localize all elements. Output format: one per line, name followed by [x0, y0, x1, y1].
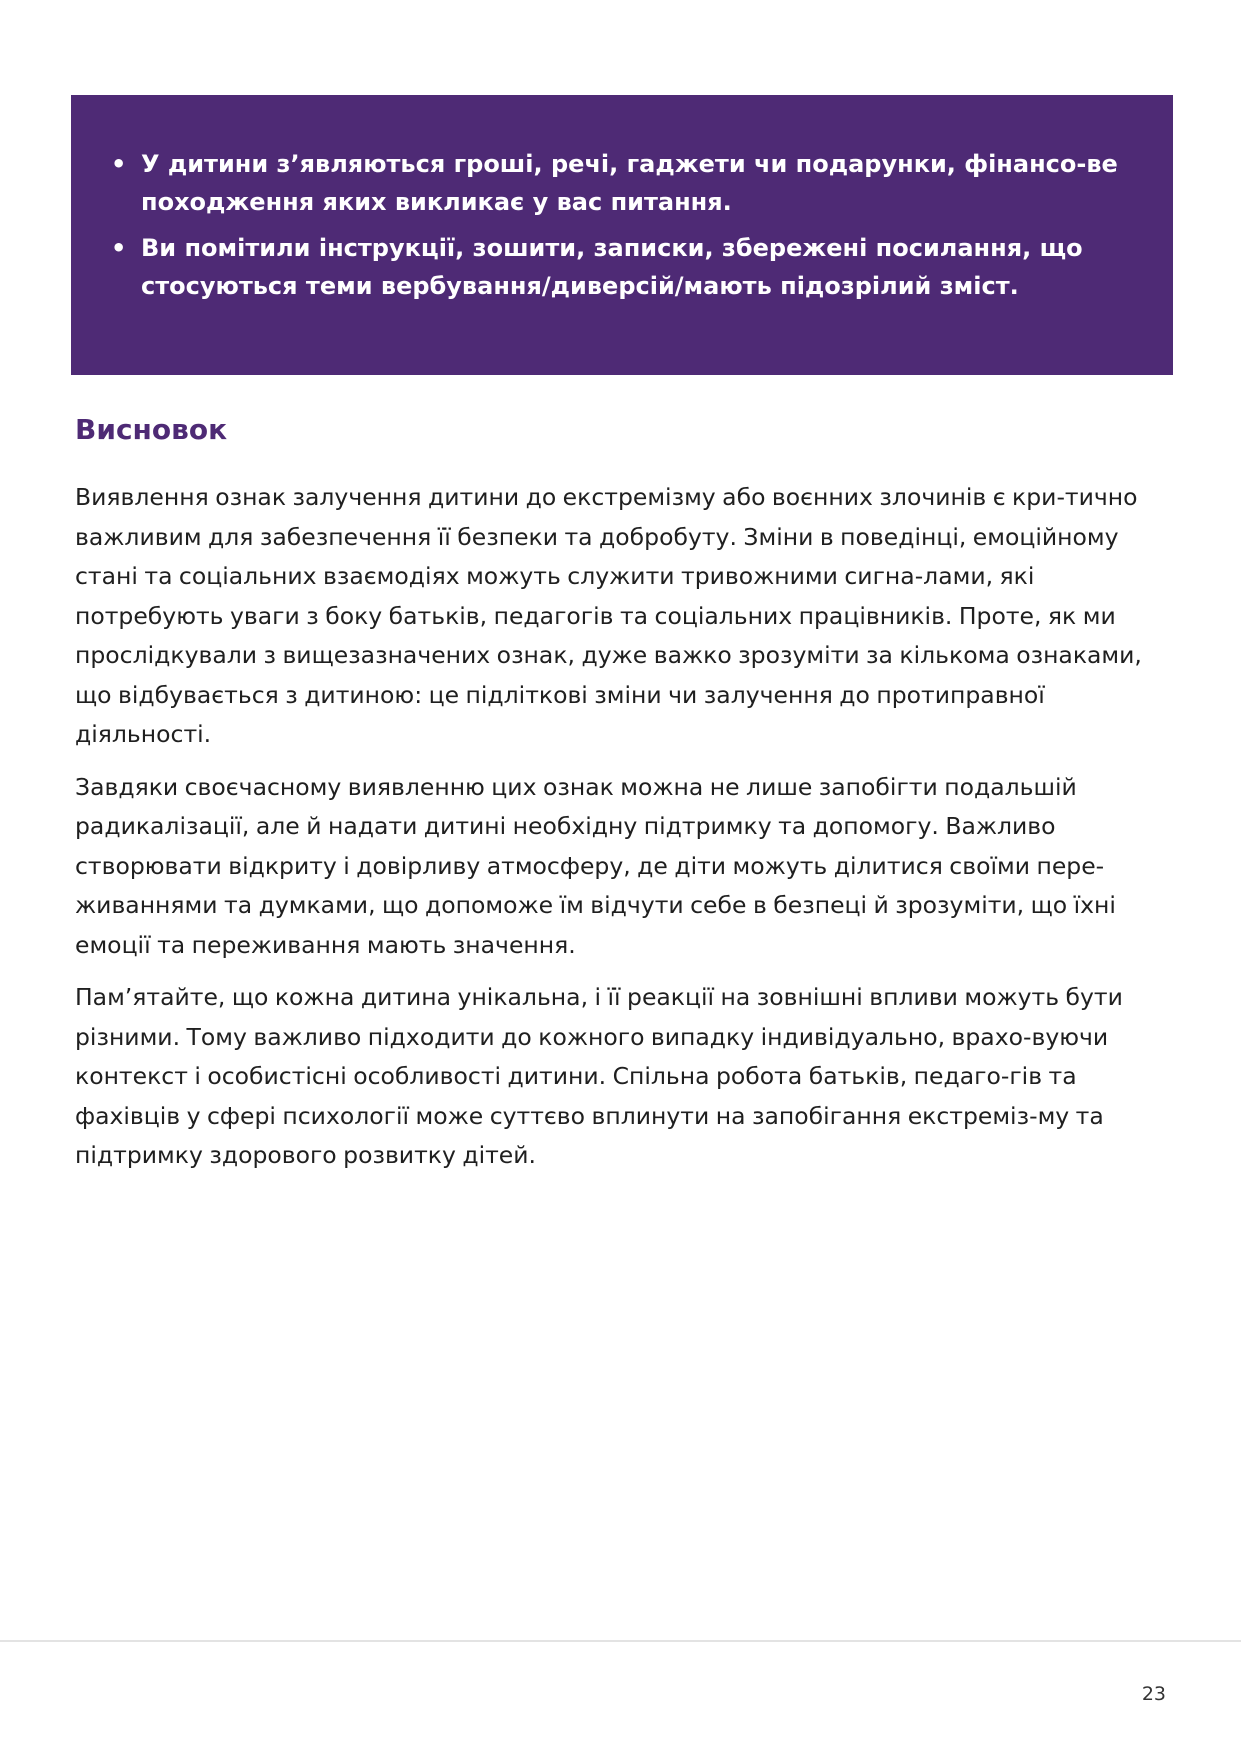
page-number: 23 — [1141, 1683, 1166, 1705]
section-title: Висновок — [75, 413, 228, 446]
footer-divider — [0, 1640, 1241, 1642]
list-item-text: Ви помітили інструкції, зошити, записки, збережені посилання, що стосуються теми вербування/диверсій/мають підозрілий зміст. — [141, 234, 1083, 300]
conclusion-body — [75, 478, 1175, 1189]
paragraph: Виявлення ознак залучення дитини до екстремізму або воєнних злочинів є кри-тично важливим для забезпечення її безпеки та добробуту. Зміни в поведінці, емоційному стані та соціальних взаємодіях можуть служити тривожними сигна-лами, які потребують уваги з боку батьків, педагогів та соціальних працівників. Проте, як ми прослідкували з вищезазначених ознак, дуже важко зрозуміти за кількома ознаками, що відбувається з дитиною: це підліткові зміни чи залучення до протиправної діяльності. — [75, 483, 1142, 748]
warning-signs-list — [111, 145, 1133, 305]
bullet-icon: • — [111, 234, 127, 262]
paragraph: Пам’ятайте, що кожна дитина унікальна, і її реакції на зовнішні впливи можуть бути різними. Тому важливо підходити до кожного випадку індивідуально, врахо-вуючи контекст і особистісні особливості дитини. Спільна робота батьків, педаго-гів та фахівців у сфері психології може суттєво вплинути на запобігання екстреміз-му та підтримку здорового розвитку дітей. — [75, 983, 1123, 1169]
list-item-text: У дитини з’являються гроші, речі, гаджети чи подарунки, фінансо-ве походження яких викликає у вас питання. — [141, 150, 1118, 216]
list-item — [111, 229, 1133, 305]
list-item — [111, 145, 1133, 221]
paragraph: Завдяки своєчасному виявленню цих ознак можна не лише запобігти подальшій радикалізації, але й надати дитині необхідну підтримку та допомогу. Важливо створювати відкриту і довірливу атмосферу, де діти можуть ділитися своїми пере-живаннями та думками, що допоможе їм відчути себе в безпеці й зрозуміти, що їхні емоції та переживання мають значення. — [75, 772, 1116, 959]
warning-signs-callout — [71, 95, 1173, 375]
bullet-icon: • — [111, 150, 127, 178]
